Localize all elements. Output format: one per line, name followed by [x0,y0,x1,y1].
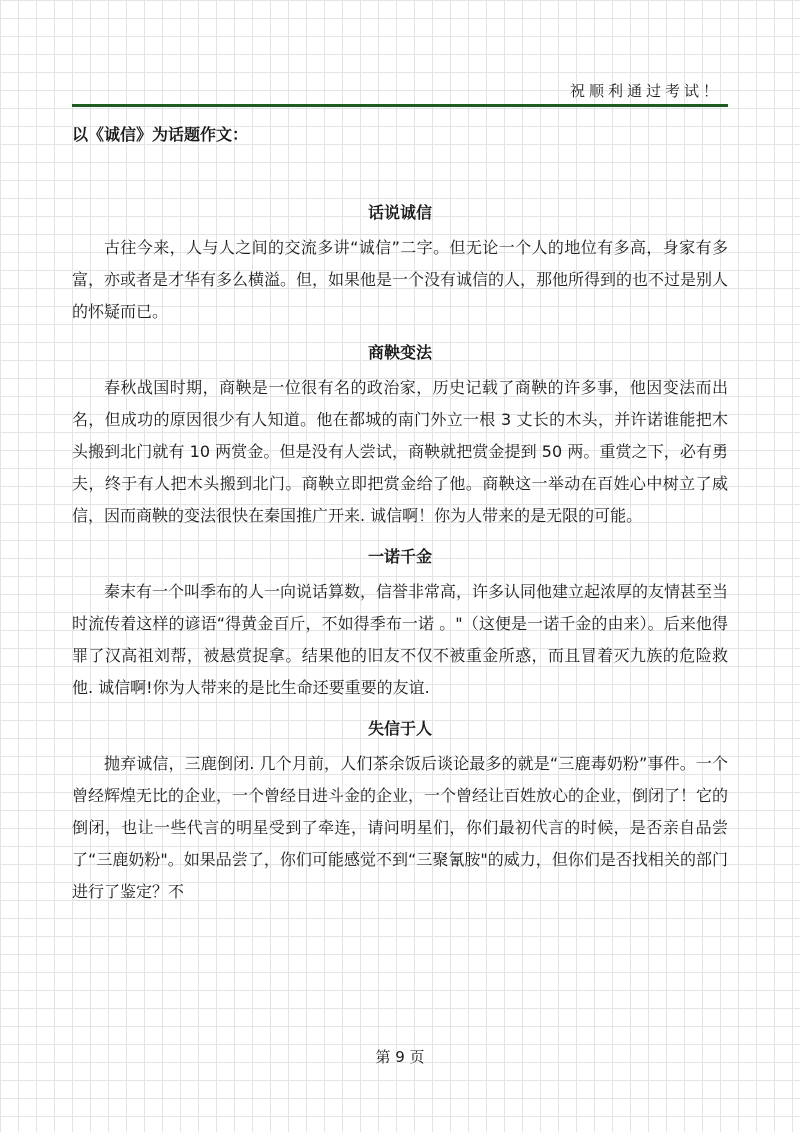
section-paragraph-shangyang: 春秋战国时期，商鞅是一位很有名的政治家，历史记载了商鞅的许多事，他因变法而出名，但成功的原因很少有人知道。他在都城的南门外立一根 3 丈长的木头，并许诺谁能把木头搬到北门就有 10 两赏金。但是没有人尝试，商鞅就把赏金提到 50 两。重赏之下，必有勇夫，终于有人把木头搬到北门。商鞅立即把赏金给了他。商鞅这一举动在百姓心中树立了威信，因而商鞅的变法很快在秦国推广开来. 诚信啊！你为人带来的是无限的可能。 [72,378,728,525]
essay-body [72,200,728,908]
page-number: 第 9 页 [375,1048,425,1066]
page-header-text: 祝顺利通过考试！ [569,82,722,100]
section-title-shangyang: 商鞅变法 [367,343,432,362]
essay-prompt: 以《诚信》为话题作文： [72,125,249,144]
section-title-shixin: 失信于人 [367,719,432,738]
section-paragraph-yinuo: 秦末有一个叫季布的人一向说话算数，信誉非常高，许多认同他建立起浓厚的友情甚至当时流传着这样的谚语“得黄金百斤，不如得季布一诺 。"（这便是一诺千金的由来）。后来他得罪了汉高祖刘帮，被悬赏捉拿。结果他的旧友不仅不被重金所惑，而且冒着灭九族的危险救他. 诚信啊!你为人带来的是比生命还要重要的友谊. [72,582,729,697]
section-title-huashuo: 话说诚信 [367,203,432,222]
header-divider [72,104,728,107]
section-title-yinuo: 一诺千金 [367,547,432,566]
section-paragraph-huashuo: 古往今来，人与人之间的交流多讲“诚信”二字。但无论一个人的地位有多高，身家有多富，亦或者是才华有多么横溢。但，如果他是一个没有诚信的人，那他所得到的也不过是别人的怀疑而已。 [72,238,729,321]
section-paragraph-shixin: 抛弃诚信，三鹿倒闭. 几个月前，人们茶余饭后谈论最多的就是“三鹿毒奶粉”事件。一个曾经辉煌无比的企业，一个曾经日进斗金的企业，一个曾经让百姓放心的企业，倒闭了！它的倒闭，也让一些代言的明星受到了牵连，请问明星们，你们最初代言的时候，是否亲自品尝了“三鹿奶粉"。如果品尝了，你们可能感觉不到“三聚氰胺"的威力，但你们是否找相关的部门进行了鉴定？不 [72,754,729,901]
